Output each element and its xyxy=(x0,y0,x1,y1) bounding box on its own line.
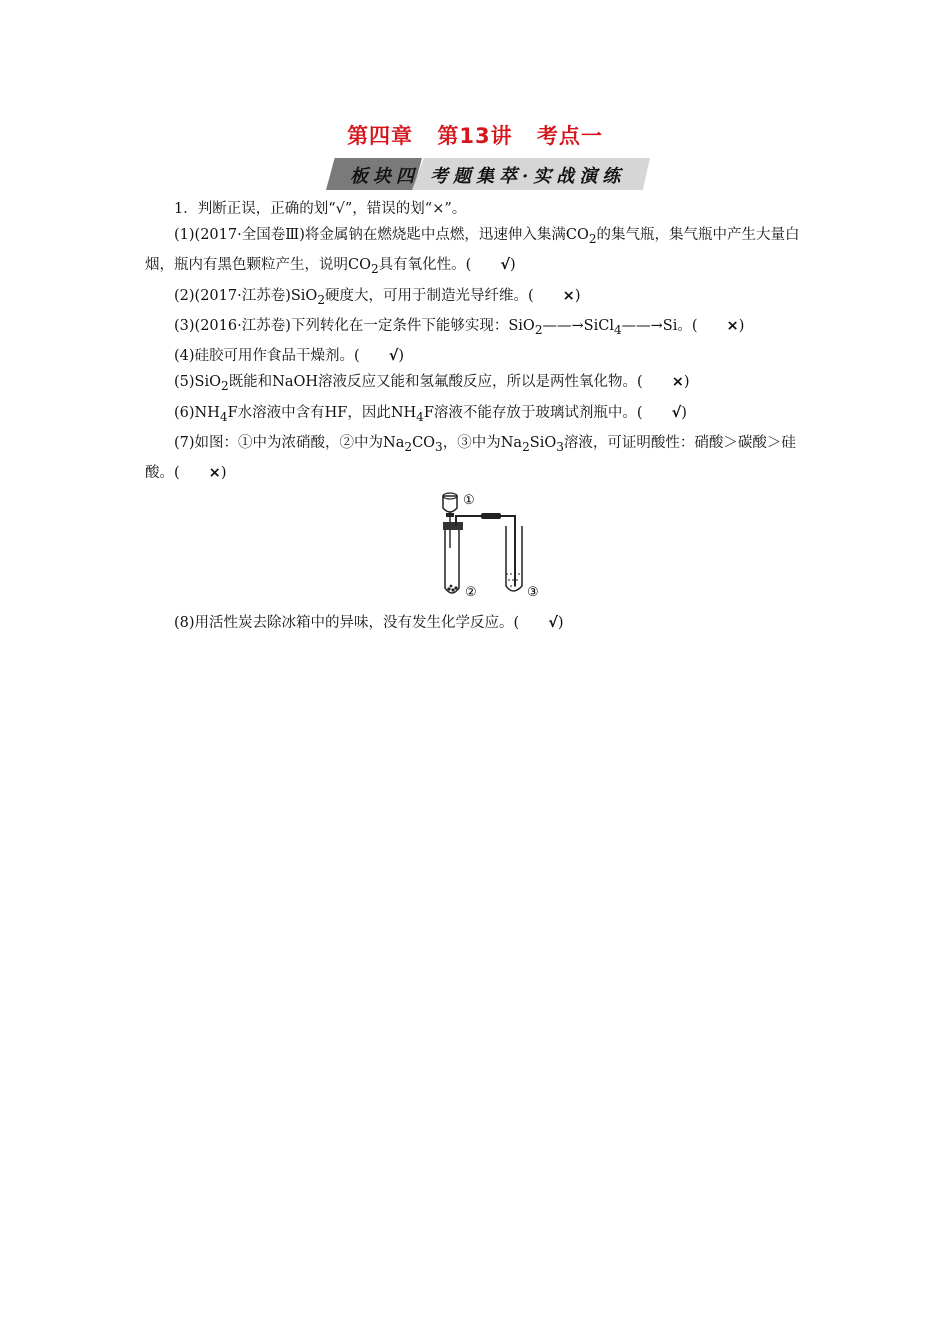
apparatus-figure xyxy=(145,486,809,610)
item-2: (2)(2017·江苏卷)SiO$_2$硬度大，可用于制造光导纤维。( ×) xyxy=(145,283,809,313)
banner-right-text: 考题集萃·实战演练 xyxy=(430,166,626,187)
item-5: (5)SiO$_2$既能和NaOH溶液反应又能和氢氟酸反应，所以是两性氧化物。( ×) xyxy=(145,369,809,399)
question-stem: 1．判断正误，正确的划“√”，错误的划“×”。 xyxy=(174,201,467,217)
stopper xyxy=(443,522,463,530)
answer-cross: × xyxy=(671,374,684,391)
page-title xyxy=(0,120,950,150)
item-6: $(6)NH_4F$水溶液中含有HF，因此$NH_4F$溶液不能存放于玻璃试剂瓶中。( √) xyxy=(145,400,809,430)
item-3: (3)(2016·江苏卷)下列转化在一定条件下能够实现：SiO$_2$——→SiCl$_4$——→Si。( ×) xyxy=(145,313,809,343)
item-8: (8)用活性炭去除冰箱中的异味，没有发生化学反应。( √) xyxy=(145,610,809,636)
item-1: (1)(2017·全国卷Ⅲ)将金属钠在燃烧匙中点燃，迅速伸入集满$CO_2$的集气瓶，集气瓶中产生大量白烟，瓶内有黑色颗粒产生，说明$CO_2$具有氧化性。( √) xyxy=(145,222,809,282)
question-block xyxy=(145,196,809,637)
item-4: (4)硅胶可用作食品干燥剂。( √) xyxy=(145,343,809,369)
lecture-label: 第13讲 xyxy=(437,124,513,148)
answer-check: √ xyxy=(548,615,558,632)
chapter-label: 第四章 xyxy=(347,124,414,148)
answer-check: √ xyxy=(500,257,511,274)
label-3: ③ xyxy=(527,585,539,601)
section-banner xyxy=(326,158,650,190)
point-label: 考点一 xyxy=(536,124,603,148)
answer-check: √ xyxy=(671,404,682,421)
apparatus-diagram xyxy=(435,486,545,602)
answer-cross: × xyxy=(562,287,575,304)
label-2: ② xyxy=(465,585,477,601)
answer-cross: × xyxy=(726,317,739,334)
item-7: (7)如图：①中为浓硝酸，②中为$Na_2CO_3$，③中为$Na_2SiO_3$溶液，可证明酸性：硝酸＞碳酸＞硅酸。( ×) xyxy=(145,430,809,486)
label-1: ① xyxy=(463,493,475,509)
banner-left-text: 板块四 xyxy=(350,166,419,187)
answer-check: √ xyxy=(388,348,399,365)
test-tube-1 xyxy=(445,530,459,593)
answer-cross: × xyxy=(208,464,221,481)
